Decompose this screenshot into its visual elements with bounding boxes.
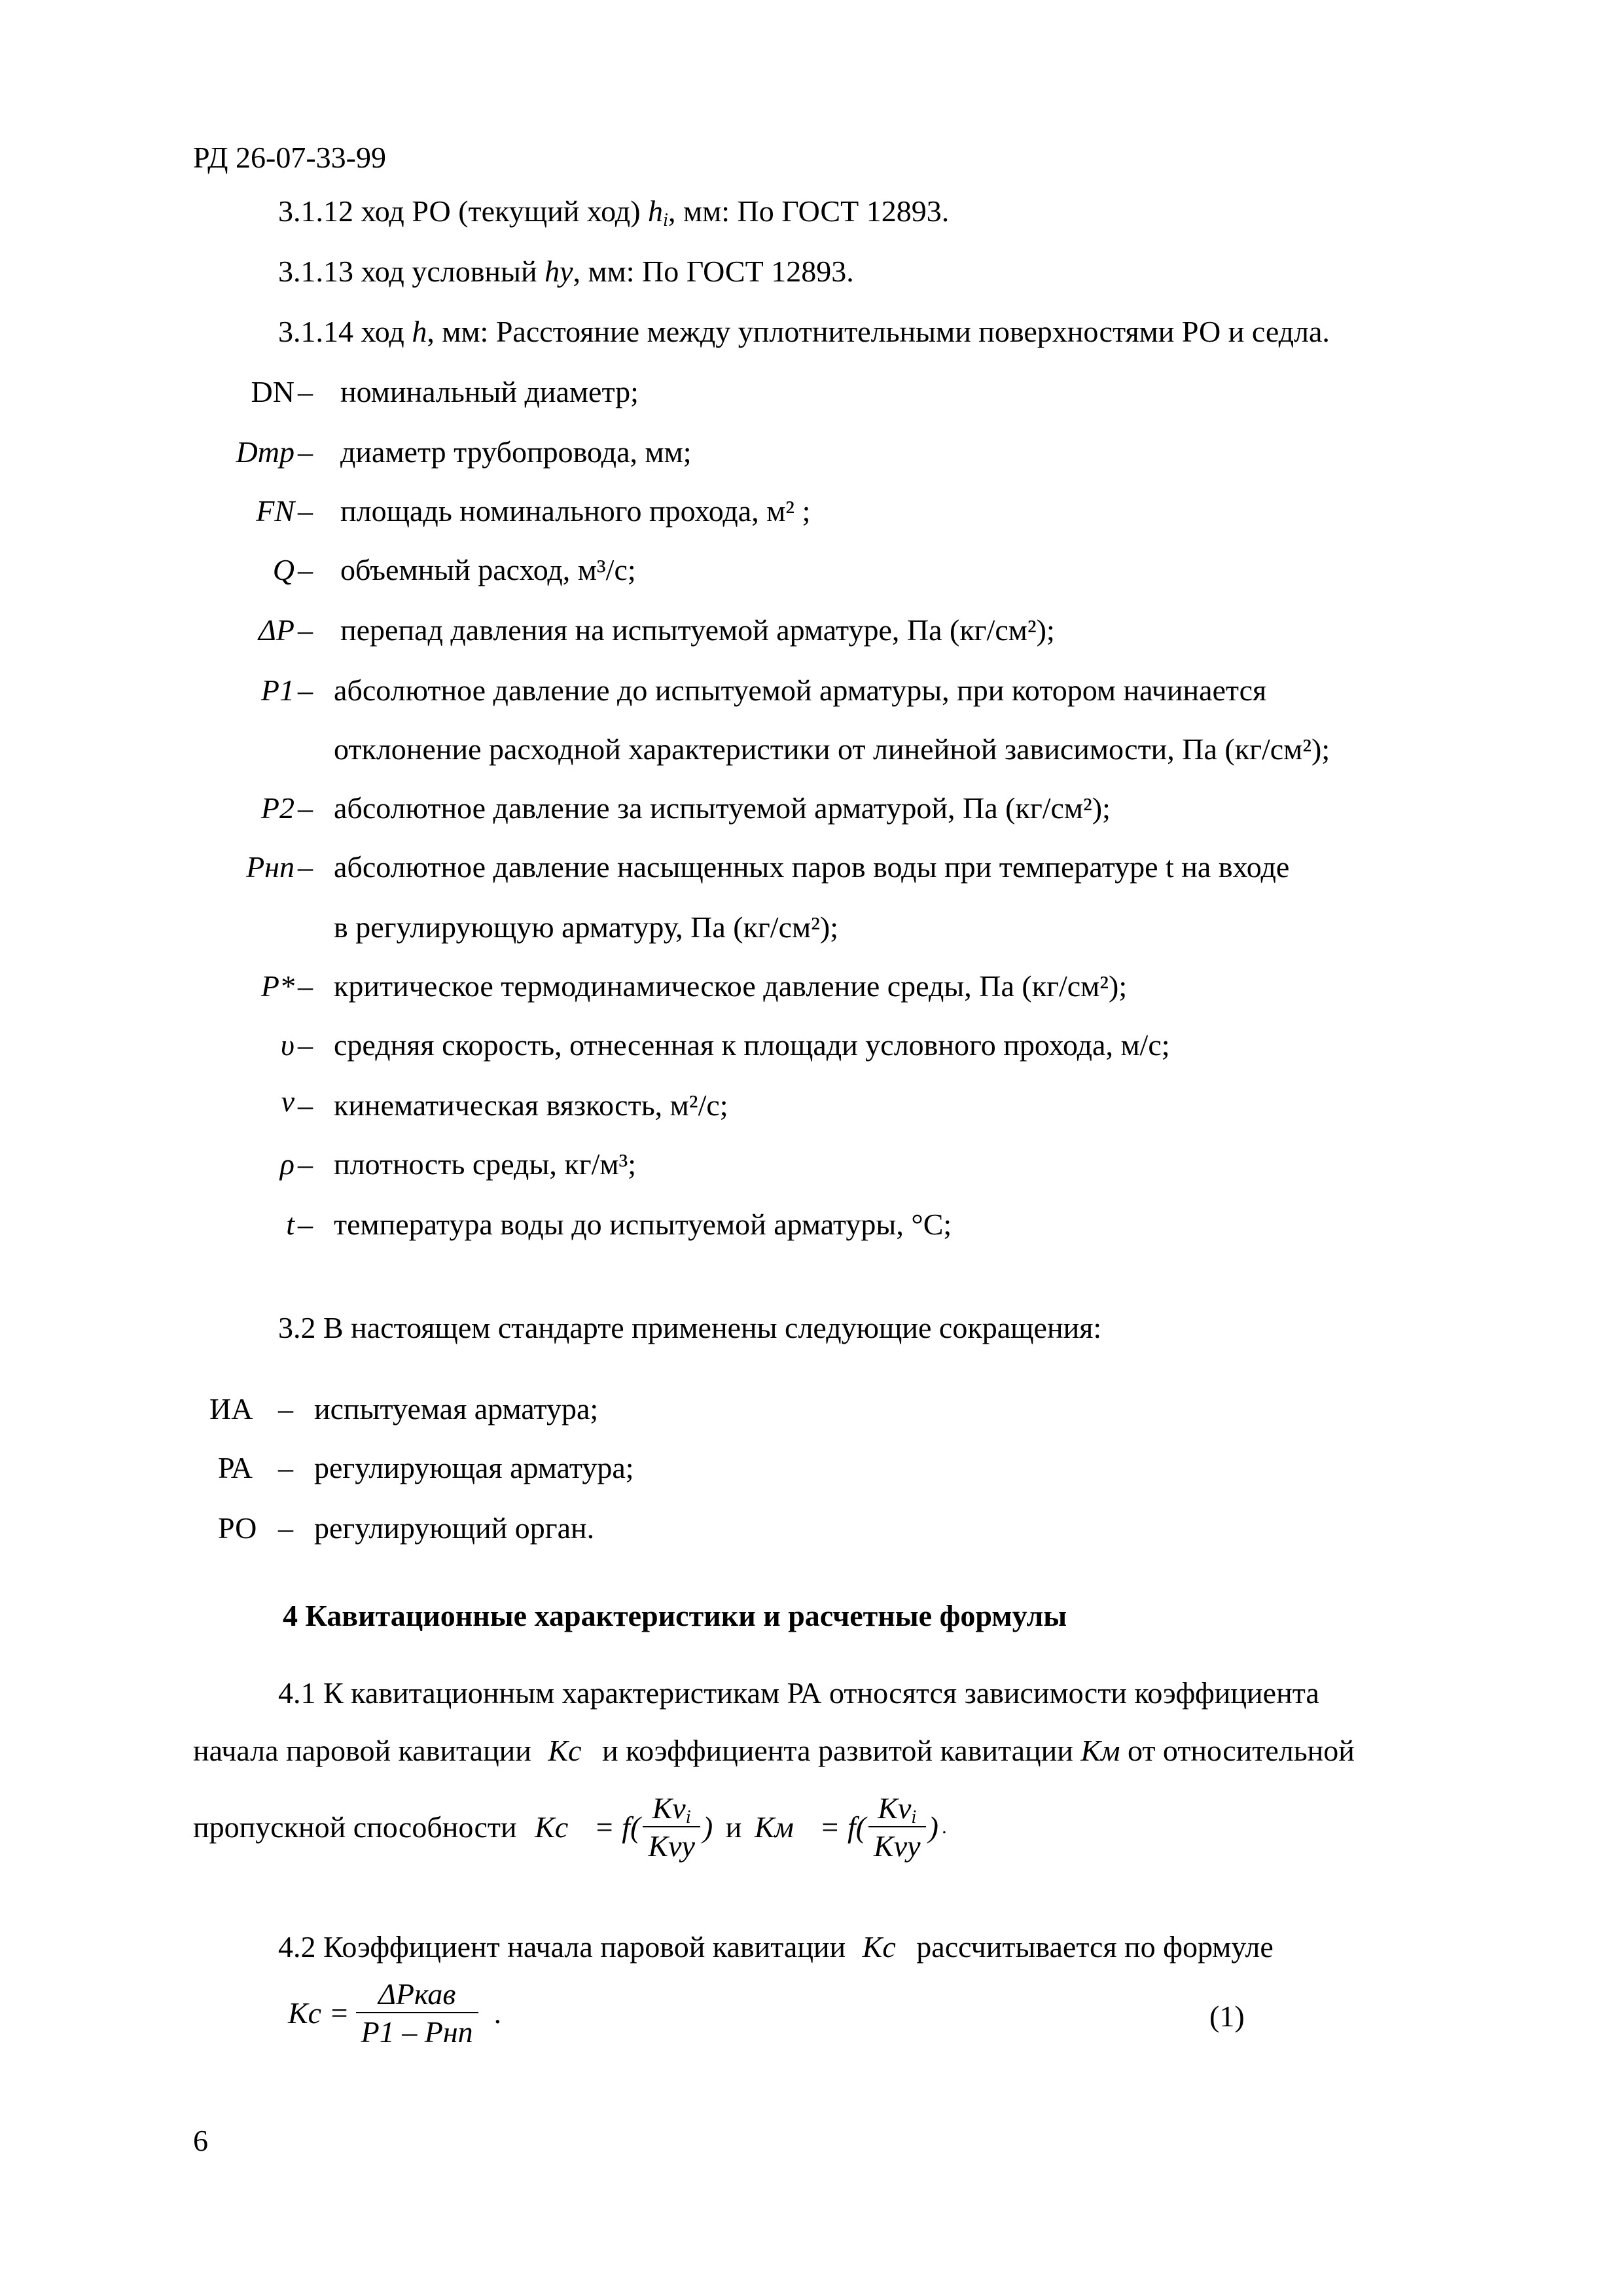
abbreviation-dash: – [278,1511,293,1545]
fraction-kvi-kvy [643,1793,700,1861]
abbreviation-dash: – [278,1451,293,1484]
equation-denominator: P1 – Pнп [361,2015,473,2049]
symbol-description: абсолютное давление до испытуемой арматуры, при котором начинается [334,673,1267,707]
formula-eq: = f( [819,1810,866,1844]
fraction-denominator: Kvy [648,1829,695,1863]
symbol-p2: P2 [260,791,294,825]
symbol-description: средняя скорость, отнесенная к площади условного прохода, м/с; [334,1028,1170,1062]
abbreviation-description: испытуемая арматура; [314,1392,599,1426]
symbol-description-continued: отклонение расходной характеристики от линейной зависимости, Па (кг/см²); [334,732,1330,766]
symbol-p-critical: P* [260,969,294,1003]
symbol-fn: FN [256,494,294,528]
definition-text: , мм: Расстояние между уплотнительными поверхностями РО и седла. [427,315,1330,348]
symbol-t: t [286,1208,294,1241]
abbreviation: РА [218,1451,253,1484]
kv: Kv [878,1791,912,1825]
symbol-dash: – [298,1028,313,1062]
symbol-upsilon: υ [280,1028,294,1062]
paragraph-4-1-line3 [193,1793,947,1861]
definition-text: ход [361,315,412,348]
symbol-rho: ρ [279,1147,294,1181]
page-number: 6 [193,2124,208,2157]
abbreviation: РО [218,1511,257,1545]
text-run: начала паровой кавитации [193,1734,531,1767]
formula-eq: = f( [594,1810,641,1844]
abbreviation-dash: – [278,1392,293,1426]
fraction-denominator: Kvy [874,1829,921,1863]
formula-close: ) [928,1810,938,1844]
definition-3-1-13 [278,257,854,287]
symbol-description: кинематическая вязкость, м²/с; [334,1088,728,1122]
kv-subscript: i [685,1807,691,1828]
symbol-q: Q [272,553,294,586]
formula-end: . [942,1816,948,1838]
definition-text: ход условный [361,255,545,288]
definition-3-1-14 [278,317,1330,347]
symbol-dash: – [298,435,313,469]
symbol-description-continued: в регулирующую арматуру, Па (кг/см²); [334,910,838,944]
clause-number: 3.1.13 [278,255,353,288]
paragraph-4-1-line1: 4.1 К кавитационным характеристикам РА относятся зависимости коэффициента [278,1676,1319,1710]
symbol-delta-p: ΔP [258,613,294,647]
clause-number: 3.1.14 [278,315,353,348]
formula-kc: Kc [535,1810,569,1844]
equation-lhs: Kc = [288,1996,349,2030]
symbol-description: абсолютное давление за испытуемой арматурой, Па (кг/см²); [334,791,1111,825]
symbol-description: диаметр трубопровода, мм; [340,435,692,469]
symbol-description: перепад давления на испытуемой арматуре, Па (кг/см²); [340,613,1055,647]
definition-text: ход РО (текущий ход) [361,194,649,228]
symbol-kc: Kc [862,1930,896,1964]
symbol-nu: v [281,1085,294,1118]
symbol-dash: – [298,613,313,647]
symbol-dash: – [298,1147,313,1181]
section-3-2-intro: 3.2 В настоящем стандарте применены следующие сокращения: [278,1311,1102,1344]
equation-1 [288,1979,501,2047]
symbol-dash: – [298,791,313,825]
symbol-description: температура воды до испытуемой арматуры, °С; [334,1208,952,1241]
equation-dot: . [493,1996,502,2030]
symbol-description: номинальный диаметр; [340,375,639,408]
symbol-dash: – [298,553,313,586]
formula-close: ) [702,1810,713,1844]
symbol-p1: P1 [260,673,294,707]
clause-number: 3.1.12 [278,194,353,228]
symbol: h [648,194,664,228]
text-run: от относительной [1127,1734,1355,1767]
symbol: hy [544,255,573,288]
definition-3-1-12 [278,194,950,231]
fraction-numerator [868,1793,926,1827]
symbol: h [412,315,427,348]
abbreviation: ИА [209,1392,253,1426]
abbreviation-description: регулирующая арматура; [314,1451,634,1484]
paragraph-4-1-line2 [193,1736,1355,1766]
symbol-description: объемный расход, м³/с; [340,553,636,586]
symbol-description: критическое термодинамическое давление среды, Па (кг/см²); [334,969,1128,1003]
formula-km: Kм [754,1810,794,1844]
equation-fraction [356,1979,478,2047]
symbol-dash: – [298,1208,313,1241]
symbol-dash: – [298,673,313,707]
text-run: и коэффициента развитой кавитации [602,1734,1073,1767]
conjunction: и [725,1810,742,1844]
symbol-dn: DN [251,375,294,408]
kv: Kv [652,1791,686,1825]
symbol-dmp: Dmp [236,435,294,469]
definition-text: , мм: По ГОСТ 12893. [668,194,950,228]
kv-subscript: i [911,1807,917,1828]
symbol-description: плотность среды, кг/м³; [334,1147,637,1181]
definition-text: , мм: По ГОСТ 12893. [573,255,854,288]
fraction-kvi-kvy [868,1793,926,1861]
symbol-subscript: i [663,210,668,231]
text-run: рассчитывается по формуле [916,1930,1274,1964]
symbol-description: абсолютное давление насыщенных паров воды при температуре t на входе [334,850,1290,884]
document-code: РД 26-07-33-99 [193,141,386,174]
paragraph-4-2 [278,1932,1274,1962]
section-4-heading: 4 Кавитационные характеристики и расчетные формулы [283,1599,1067,1632]
symbol-pnp: Pнп [246,850,294,884]
equation-numerator: ΔPкав [356,1979,478,2013]
equation-number: (1) [1209,2000,1245,2033]
abbreviation-description: регулирующий орган. [314,1511,595,1545]
symbol-dash: – [298,969,313,1003]
text-run: пропускной способности [193,1810,517,1844]
symbol-dash: – [298,494,313,528]
symbol-km: Kм [1080,1734,1120,1767]
symbol-kc: Kc [548,1734,582,1767]
text-run: 4.2 Коэффициент начала паровой кавитации [278,1930,846,1964]
symbol-description: площадь номинального прохода, м² ; [340,494,811,528]
symbol-dash: – [298,375,313,408]
symbol-dash: – [298,850,313,884]
symbol-dash: – [298,1088,313,1122]
fraction-numerator [643,1793,700,1827]
